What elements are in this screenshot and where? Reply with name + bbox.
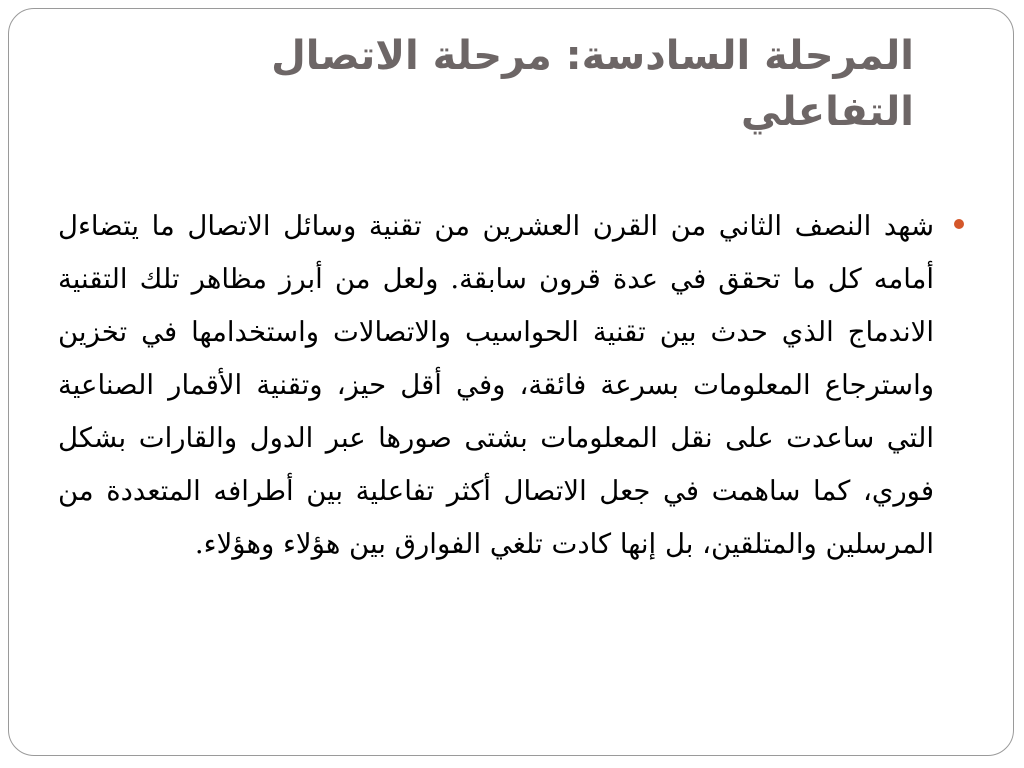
slide-content xyxy=(58,200,968,571)
slide-title: المرحلة السادسة: مرحلة الاتصال التفاعلي xyxy=(271,33,914,135)
bullet-item xyxy=(58,200,968,571)
bullet-text: شهد النصف الثاني من القرن العشرين من تقنية وسائل الاتصال ما يتضاءل أمامه كل ما تحقق في عدة قرون سابقة. ولعل من أبرز مظاهر تلك التقنية الاندماج الذي حدث بين تقنية الحواسيب والاتصالات واستخدامها في تخزين واسترجاع المعلومات بسرعة فائقة، وفي أقل حيز، وتقنية الأقمار الصناعية التي ساعدت على نقل المعلومات بشتى صورها عبر الدول والقارات بشكل فوري، كما ساهمت في جعل الاتصال أكثر تفاعلية بين أطرافه المتعددة من المرسلين والمتلقين، بل إنها كادت تلغي الفوارق بين هؤلاء وهؤلاء. xyxy=(58,210,934,560)
bullet-dot-icon xyxy=(954,219,964,229)
